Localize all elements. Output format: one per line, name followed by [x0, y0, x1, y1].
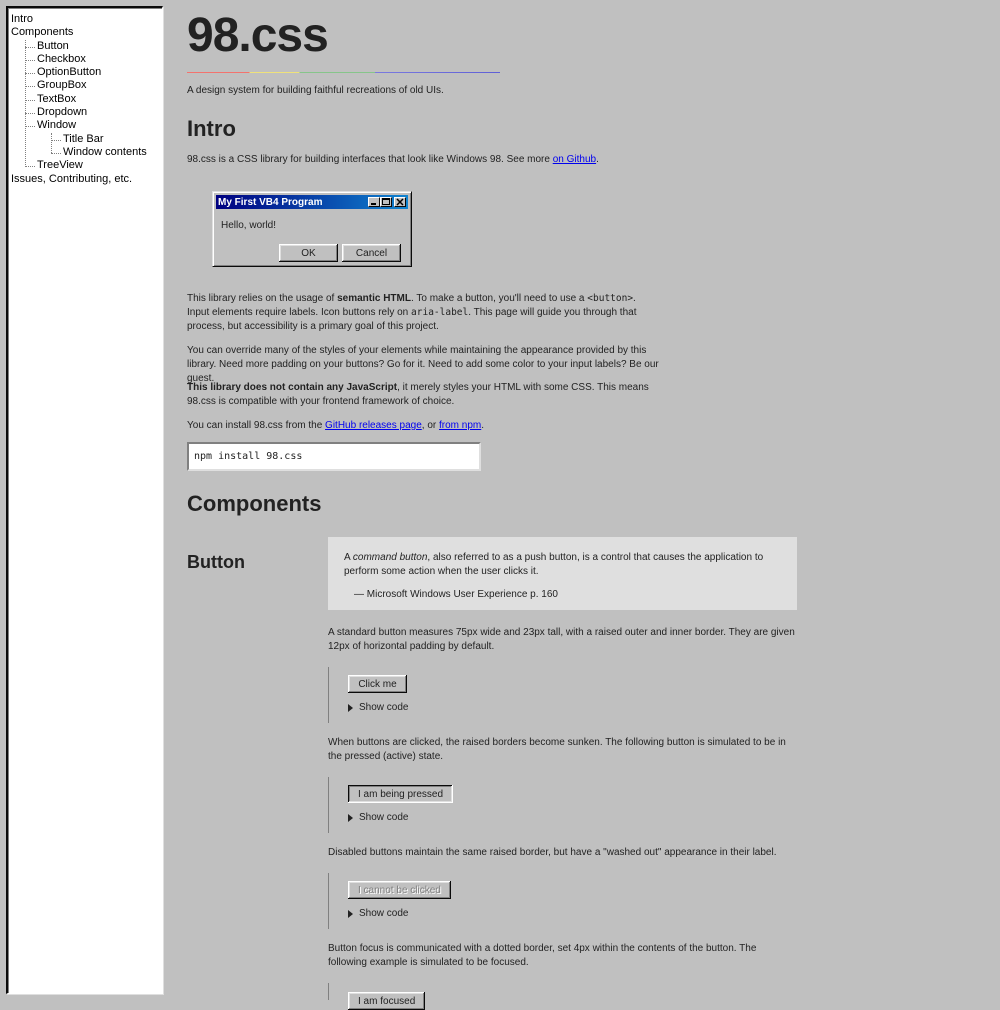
ok-button[interactable]: OK [279, 244, 338, 262]
intro-p1-text: 98.css is a CSS library for building interfaces that look like Windows 98. See more [187, 154, 553, 165]
quote-a: A [344, 552, 353, 563]
tree-item-components[interactable] [11, 26, 159, 172]
button-example-2 [328, 777, 628, 833]
tree-link-textbox[interactable]: TextBox [37, 92, 77, 105]
intro-paragraph-4 [187, 381, 657, 409]
disclosure-triangle-icon [348, 814, 353, 822]
show-code-label-2: Show code [359, 812, 409, 823]
intro-p2-a: This library relies on the usage of [187, 293, 338, 304]
tree-root [11, 13, 159, 186]
demo-window [212, 191, 412, 267]
window-body [216, 209, 408, 262]
tree-item-optionbutton[interactable] [37, 66, 159, 79]
tree-item-issues[interactable] [11, 173, 159, 186]
show-code-label-1: Show code [359, 702, 409, 713]
page-title: 98.css [187, 9, 328, 62]
intro-p2-bold: semantic HTML [337, 293, 411, 304]
click-me-button[interactable]: Click me [348, 675, 407, 693]
intro-p2-d: . This page will guide you through that process, but accessibility is a primary goal of this project. [187, 307, 637, 332]
disabled-button[interactable]: I cannot be clicked [348, 881, 451, 899]
intro-paragraph-5 [187, 419, 484, 433]
window-message: Hello, world! [221, 220, 277, 231]
show-code-toggle-3[interactable] [348, 908, 628, 919]
close-button[interactable] [394, 197, 406, 207]
tree-link-title-bar[interactable]: Title Bar [63, 132, 104, 145]
quote-b: , also referred to as a push button, is a control that causes the application to perform some action when the user clicks it. [344, 552, 764, 577]
tree-link-window[interactable]: Window [37, 119, 77, 132]
intro-paragraph-2 [187, 292, 657, 334]
intro-p1-end: . [596, 154, 599, 165]
window-controls [368, 197, 406, 207]
intro-p2-code-aria: aria-label [411, 307, 469, 318]
tree-link-optionbutton[interactable]: OptionButton [37, 66, 102, 79]
minimize-icon [369, 198, 379, 206]
window-title-bar[interactable] [216, 195, 408, 209]
button-quote [328, 537, 797, 610]
button-example-1 [328, 667, 628, 723]
tagline: A design system for building faithful recreations of old UIs. [187, 85, 444, 96]
button-desc-4: Button focus is communicated with a dotted border, set 4px within the contents of the button. The following example is simulated to be focused. [328, 943, 757, 968]
tree-link-intro[interactable]: Intro [11, 13, 34, 25]
components-heading: Components [187, 491, 322, 516]
show-code-toggle-1[interactable] [348, 702, 628, 713]
tree-link-issues[interactable]: Issues, Contributing, etc. [11, 172, 133, 185]
maximize-button[interactable] [380, 197, 392, 207]
tree-link-window-contents[interactable]: Window contents [63, 145, 147, 158]
tree-item-treeview[interactable] [37, 159, 159, 172]
tree-item-checkbox[interactable] [37, 53, 159, 66]
rainbow-divider [187, 72, 500, 73]
tree-item-groupbox[interactable] [37, 79, 159, 92]
tree-link-groupbox[interactable]: GroupBox [37, 79, 87, 92]
quote-em: command button [352, 552, 428, 563]
close-icon [395, 198, 405, 206]
intro-p5-a: You can install 98.css from the [187, 420, 326, 431]
show-code-label-3: Show code [359, 908, 409, 919]
minimize-button[interactable] [368, 197, 380, 207]
tree-item-intro[interactable] [11, 13, 159, 26]
button-quote-text [344, 551, 781, 579]
intro-paragraph-1 [187, 153, 599, 167]
maximize-icon [381, 198, 391, 206]
pressed-button[interactable]: I am being pressed [348, 785, 453, 803]
tree-link-treeview[interactable]: TreeView [37, 159, 83, 172]
intro-p4-rest: , it merely styles your HTML with some CSS. This means 98.css is compatible with your frontend framework of choice. [187, 382, 649, 407]
intro-p2-b: . To make a button, you'll need to use a [410, 293, 588, 304]
button-heading: Button [187, 552, 245, 572]
disclosure-triangle-icon [348, 910, 353, 918]
tree-item-button[interactable] [37, 40, 159, 53]
tree-window-children [37, 133, 159, 160]
tree-link-button[interactable]: Button [37, 39, 69, 52]
intro-paragraph-3: You can override many of the styles of your elements while maintaining the appearance provided by this library. Need more padding on your buttons? Go for it. Need to add some color to your input labels? Be our guest. [187, 345, 659, 384]
button-quote-attribution: — Microsoft Windows User Experience p. 160 [354, 589, 558, 600]
window-button-row [221, 244, 403, 262]
tree-item-window-contents[interactable] [63, 146, 159, 159]
npm-install-code[interactable]: npm install 98.css [187, 442, 481, 471]
github-releases-link[interactable]: GitHub releases page [325, 420, 422, 431]
tree-link-dropdown[interactable]: Dropdown [37, 106, 88, 119]
tree-item-textbox[interactable] [37, 93, 159, 106]
show-code-toggle-2[interactable] [348, 812, 628, 823]
intro-p4-bold: This library does not contain any JavaScript [187, 382, 398, 393]
window-title-text: My First VB4 Program [218, 196, 323, 208]
sidebar-tree [6, 6, 163, 994]
tree-item-title-bar[interactable] [63, 133, 159, 146]
intro-p5-c: . [481, 420, 485, 431]
button-example-3 [328, 873, 628, 929]
tree-components-children [11, 40, 159, 173]
button-desc-2: When buttons are clicked, the raised borders become sunken. The following button is simulated to be in the pressed (active) state. [328, 737, 786, 762]
github-link[interactable]: on Github [552, 154, 597, 165]
focused-button[interactable]: I am focused [348, 992, 425, 1010]
button-desc-3: Disabled buttons maintain the same raised border, but have a "washed out" appearance in their label. [328, 847, 777, 858]
npm-link[interactable]: from npm [439, 420, 482, 431]
intro-p5-b: , or [421, 420, 440, 431]
button-example-4 [328, 983, 628, 1007]
intro-heading: Intro [187, 116, 236, 141]
disclosure-triangle-icon [348, 704, 353, 712]
tree-item-dropdown[interactable] [37, 106, 159, 119]
tree-link-components[interactable]: Components [11, 26, 74, 39]
cancel-button[interactable]: Cancel [342, 244, 401, 262]
tree-item-window[interactable] [37, 119, 159, 159]
tree-link-checkbox[interactable]: Checkbox [37, 52, 86, 65]
intro-p2-c: . Input elements require labels. Icon buttons rely on [187, 293, 636, 318]
button-desc-1: A standard button measures 75px wide and 23px tall, with a raised outer and inner border. They are given 12px of horizontal padding by default. [328, 627, 795, 652]
intro-p2-code-button: <button> [587, 293, 634, 304]
